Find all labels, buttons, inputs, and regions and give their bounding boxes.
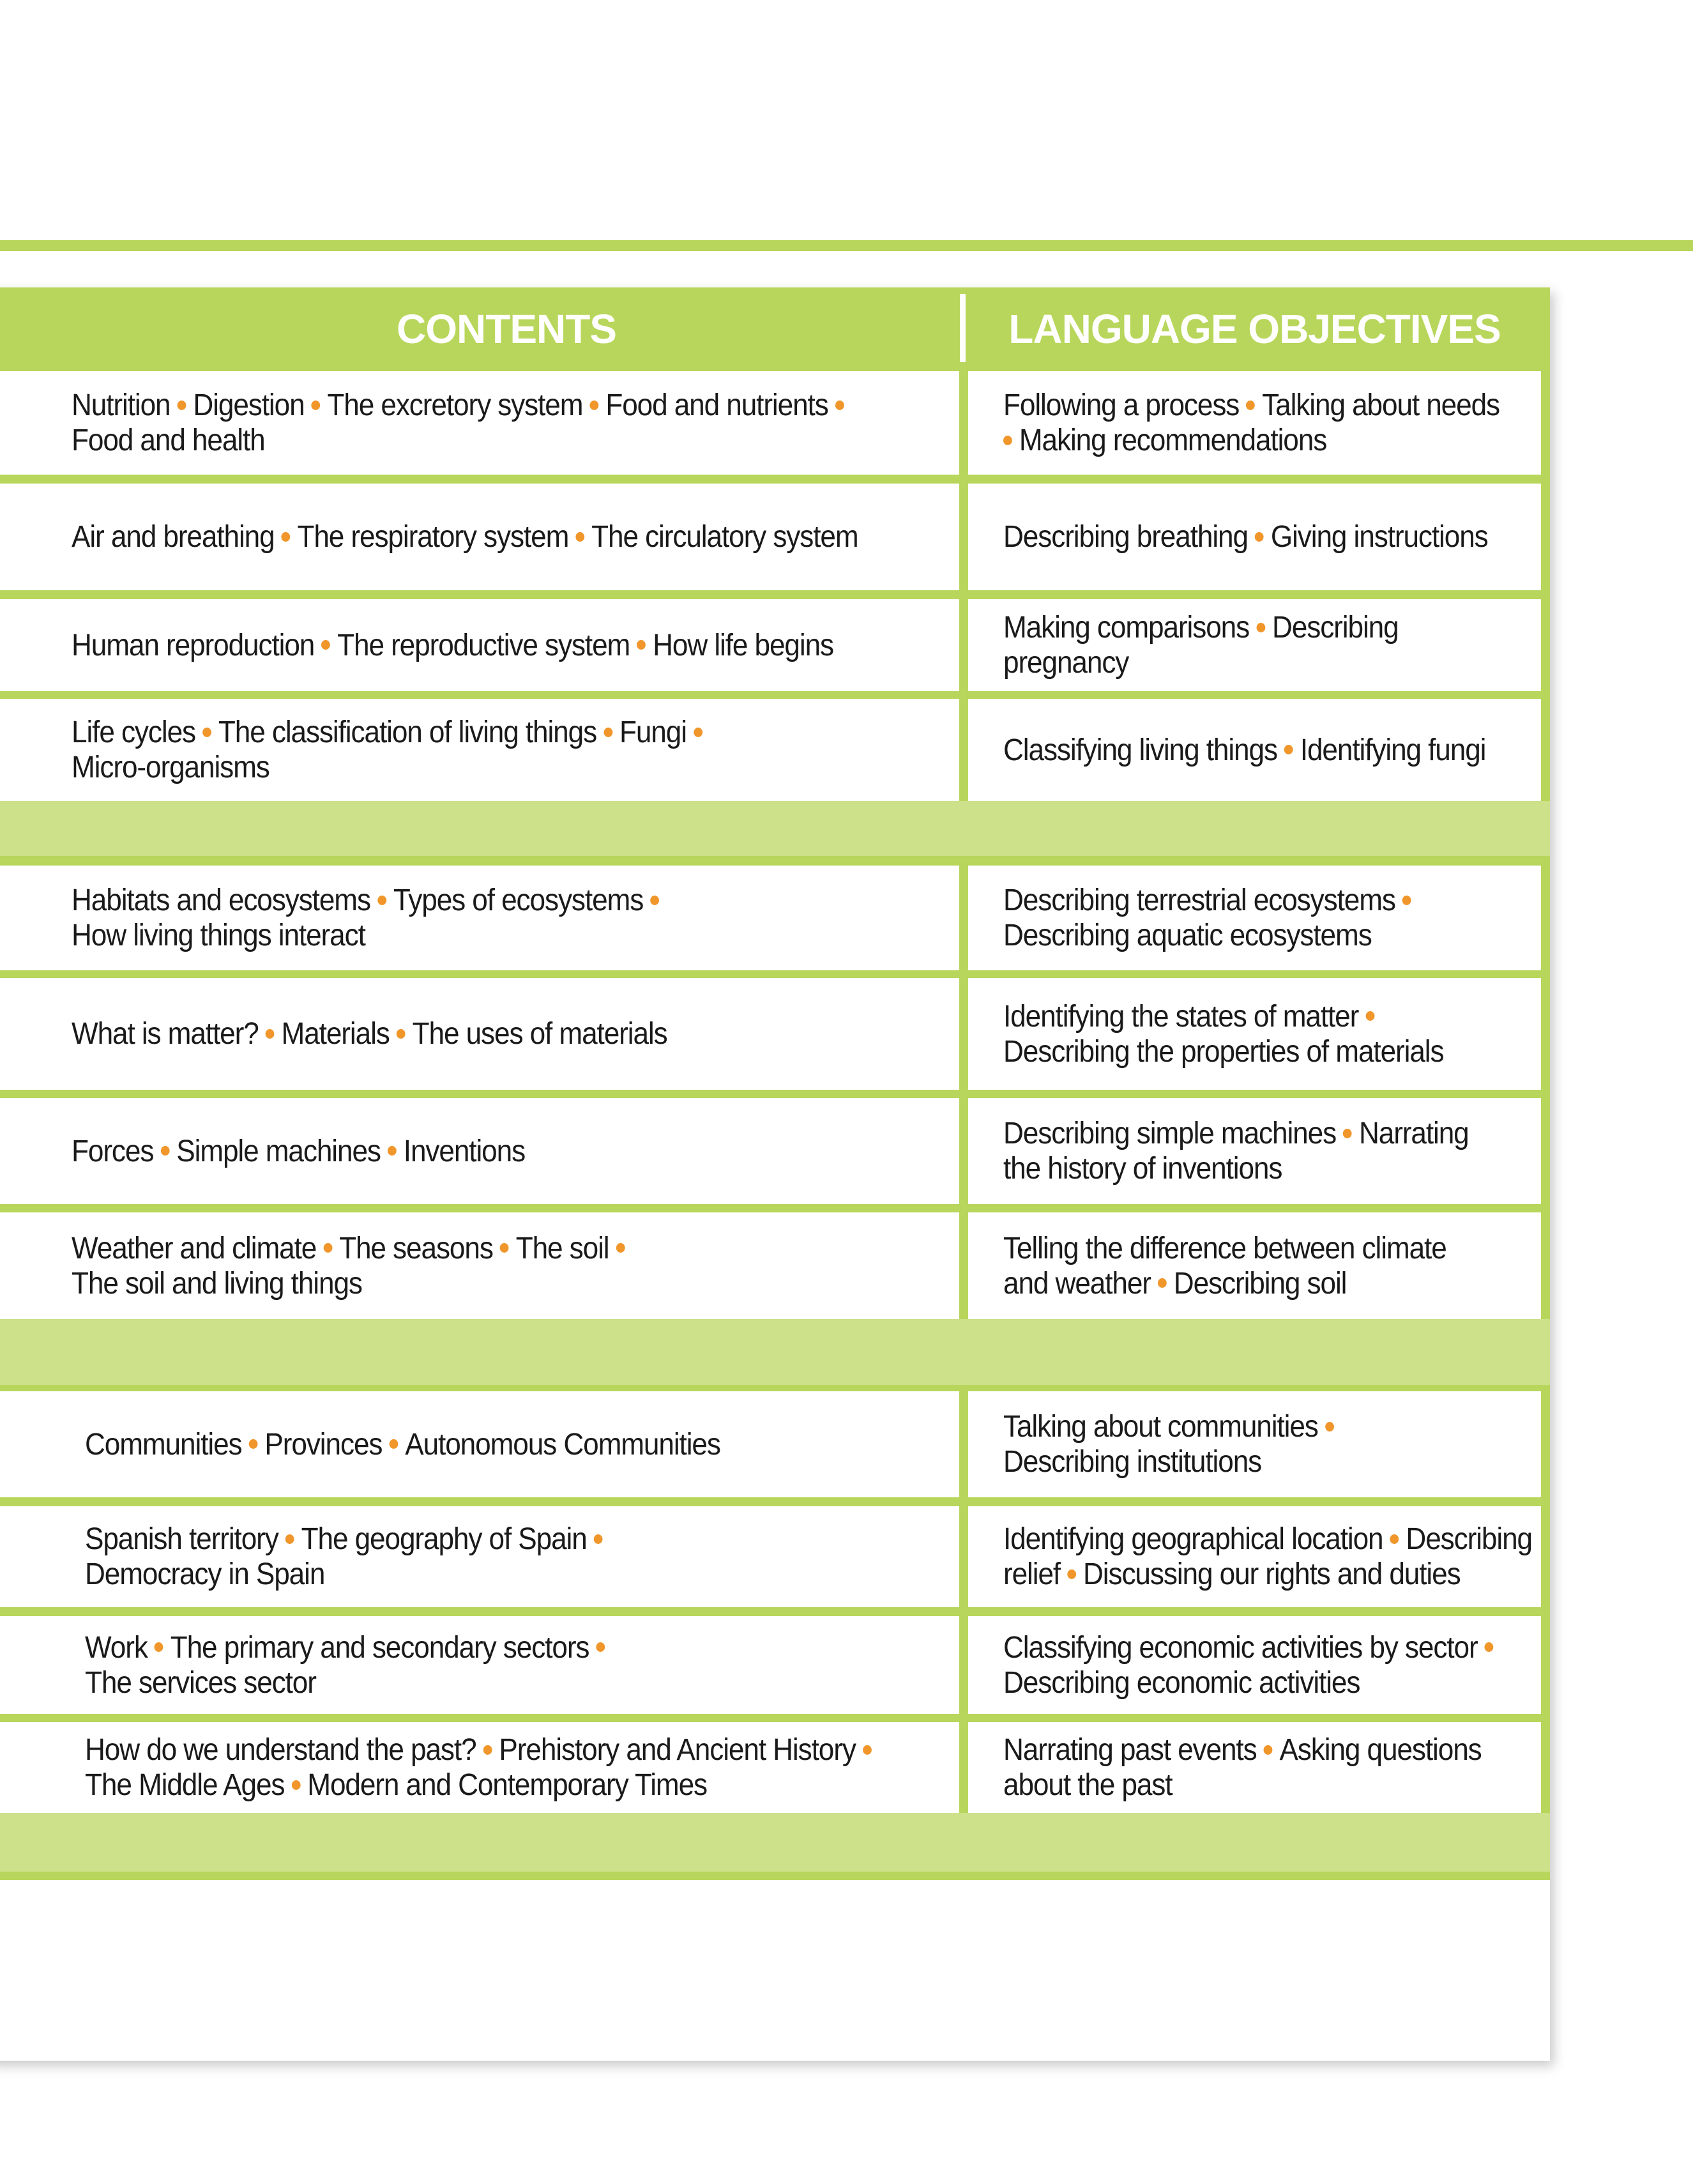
bullet-dot-icon: [389, 1439, 398, 1449]
topic-item: Forces: [72, 1134, 154, 1168]
topic-item: The primary and secondary sectors: [170, 1630, 589, 1665]
topic-item: Food and health: [72, 424, 265, 457]
cell-line: [85, 1665, 889, 1700]
topic-item: Identifying fungi: [1300, 733, 1486, 767]
section-band: [0, 801, 1550, 856]
header-language-objectives: LANGUAGE OBJECTIVES: [1008, 306, 1501, 352]
topic-item: Classifying living things: [1003, 733, 1277, 767]
topic-item: Communities: [85, 1427, 242, 1462]
topic-item: The reproductive system: [337, 628, 630, 662]
topic-item: Weather and climate: [72, 1231, 317, 1265]
topic-item: The Middle Ages: [85, 1768, 285, 1802]
bullet-dot-icon: [604, 728, 612, 737]
cell-line: [72, 628, 888, 663]
topic-item: Democracy in Spain: [85, 1557, 325, 1591]
bullet-dot-icon: [863, 1745, 872, 1755]
column-divider: [959, 690, 968, 810]
header-column-divider: [960, 294, 966, 368]
column-divider: [959, 362, 968, 484]
bullet-dot-icon: [1284, 745, 1293, 754]
contents-cell: [85, 1722, 959, 1813]
column-divider: [959, 590, 968, 700]
cell-line: [72, 1266, 888, 1301]
topic-item: Air and breathing: [72, 520, 275, 554]
topic-item: Describing: [1272, 611, 1399, 645]
topic-item: Talking about communities: [1003, 1410, 1318, 1444]
row-separator: [0, 590, 1550, 599]
topic-item: Describing aquatic ecosystems: [1003, 919, 1372, 952]
cell-line: [1003, 1630, 1498, 1665]
topic-item: Describing: [1406, 1522, 1532, 1556]
bullet-dot-icon: [291, 1780, 300, 1790]
bullet-dot-icon: [694, 728, 702, 737]
topic-item: Following a process: [1003, 388, 1240, 422]
topic-item: Autonomous Communities: [405, 1427, 720, 1462]
topic-item: The excretory system: [327, 388, 583, 422]
contents-cell: [72, 1098, 959, 1204]
cell-line: [72, 918, 888, 953]
bullet-dot-icon: [1325, 1422, 1334, 1432]
cell-line: [85, 1522, 889, 1557]
bullet-dot-icon: [312, 401, 321, 410]
cell-line: [85, 1630, 889, 1665]
column-divider: [959, 1497, 968, 1616]
section-band: [0, 1319, 1550, 1385]
topic-item: Narrating: [1358, 1117, 1469, 1150]
topic-item: relief: [1003, 1557, 1061, 1591]
topic-item: Types of ecosystems: [393, 883, 644, 917]
topic-item: Fungi: [619, 715, 687, 749]
bullet-dot-icon: [285, 1534, 294, 1544]
cell-line: [72, 1134, 888, 1169]
bullet-dot-icon: [637, 640, 646, 650]
topic-item: Making comparisons: [1003, 611, 1250, 645]
topic-item: Food and nutrients: [605, 388, 828, 422]
cell-line: [1003, 1034, 1498, 1069]
cell-line: [1003, 1732, 1498, 1768]
topic-item: The respiratory system: [297, 520, 569, 554]
topic-item: Inventions: [403, 1134, 526, 1168]
bullet-dot-icon: [483, 1745, 492, 1755]
topic-item: The circulatory system: [591, 520, 858, 554]
cell-line: [1003, 645, 1498, 680]
cell-line: [85, 1732, 889, 1768]
bullet-dot-icon: [575, 532, 584, 542]
cell-line: [1003, 1151, 1498, 1186]
contents-cell: [72, 866, 959, 970]
cell-line: [72, 519, 888, 554]
cell-line: [72, 715, 888, 750]
objectives-cell: [1003, 699, 1541, 801]
cell-line: [1003, 1231, 1498, 1266]
row-separator: [0, 475, 1550, 484]
row-separator: [0, 1204, 1550, 1212]
cell-line: [1003, 1116, 1498, 1151]
topic-item: The seasons: [339, 1231, 493, 1265]
topic-item: The soil: [515, 1231, 609, 1265]
topic-item: Work: [85, 1630, 148, 1665]
cell-line: [1003, 1665, 1498, 1700]
topic-item: Describing terrestrial ecosystems: [1003, 883, 1395, 917]
section-band-rule: [0, 1385, 1550, 1391]
cell-line: [1003, 1557, 1498, 1592]
topic-item: The classification of living things: [218, 715, 597, 749]
bullet-dot-icon: [377, 896, 386, 905]
header-contents: CONTENTS: [397, 306, 616, 352]
topic-item: Talking about needs: [1262, 388, 1500, 422]
bullet-dot-icon: [1255, 532, 1264, 542]
bullet-dot-icon: [1365, 1011, 1374, 1021]
bullet-dot-icon: [155, 1642, 163, 1652]
contents-cell: [72, 699, 959, 801]
contents-cell: [85, 1616, 959, 1714]
section-band: [0, 1813, 1550, 1872]
objectives-cell: [1003, 1506, 1541, 1607]
bullet-dot-icon: [1003, 436, 1012, 445]
topic-item: What is matter?: [72, 1017, 259, 1051]
cell-line: [1003, 388, 1498, 423]
cell-line: [72, 388, 888, 423]
bullet-dot-icon: [650, 896, 659, 905]
topic-item: Provinces: [264, 1427, 383, 1462]
row-separator: [0, 1090, 1550, 1098]
top-green-rule: [0, 240, 1693, 251]
topic-item: Simple machines: [176, 1134, 381, 1168]
contents-cell: [72, 371, 959, 475]
bullet-dot-icon: [1264, 1745, 1273, 1755]
topic-item: Narrating past events: [1003, 1733, 1257, 1767]
cell-line: [1003, 519, 1498, 554]
contents-cell: [85, 1391, 959, 1497]
topic-item: How life begins: [653, 628, 834, 662]
objectives-cell: [1003, 371, 1541, 475]
objectives-cell: [1003, 599, 1541, 691]
topic-item: Asking questions: [1279, 1733, 1482, 1767]
bullet-dot-icon: [500, 1243, 509, 1253]
objectives-cell: [1003, 1212, 1541, 1319]
topic-item: Telling the difference between climate: [1003, 1231, 1446, 1265]
bullet-dot-icon: [1246, 401, 1255, 410]
cell-line: [72, 883, 888, 918]
topic-item: How do we understand the past?: [85, 1733, 476, 1767]
topic-item: Modern and Contemporary Times: [307, 1768, 708, 1802]
topic-item: Describing institutions: [1003, 1445, 1262, 1479]
topic-item: Micro-organisms: [72, 751, 270, 784]
column-divider: [959, 857, 968, 979]
bullet-dot-icon: [202, 728, 211, 737]
contents-cell: [85, 1506, 959, 1607]
topic-item: Human reproduction: [72, 628, 315, 662]
cell-line: [1003, 1768, 1498, 1803]
row-separator: [0, 970, 1550, 978]
bullet-dot-icon: [1485, 1642, 1494, 1652]
topic-item: and weather: [1003, 1266, 1151, 1301]
bullet-dot-icon: [1343, 1129, 1352, 1138]
cell-line: [1003, 999, 1498, 1034]
topic-item: The services sector: [85, 1665, 316, 1700]
cell-line: [72, 1016, 888, 1051]
bullet-dot-icon: [1158, 1278, 1167, 1288]
topic-item: Nutrition: [72, 388, 171, 422]
column-divider: [959, 475, 968, 599]
objectives-cell: [1003, 866, 1541, 970]
objectives-cell: [1003, 1616, 1541, 1714]
topic-item: Spanish territory: [85, 1522, 278, 1556]
bullet-dot-icon: [1390, 1534, 1399, 1544]
topic-item: The uses of materials: [412, 1017, 667, 1051]
bullet-dot-icon: [835, 401, 844, 410]
bullet-dot-icon: [589, 401, 598, 410]
bullet-dot-icon: [178, 401, 186, 410]
bullet-dot-icon: [282, 532, 291, 542]
topic-item: The soil and living things: [72, 1266, 362, 1301]
topic-item: about the past: [1003, 1768, 1173, 1802]
bullet-dot-icon: [160, 1146, 169, 1156]
topic-item: Describing breathing: [1003, 520, 1248, 554]
contents-cell: [72, 484, 959, 590]
cell-line: [72, 750, 888, 785]
topic-item: the history of inventions: [1003, 1152, 1282, 1186]
bullet-dot-icon: [1402, 896, 1411, 905]
objectives-cell: [1003, 1722, 1541, 1813]
contents-cell: [72, 599, 959, 691]
objectives-cell: [1003, 978, 1541, 1090]
column-divider: [959, 969, 968, 1099]
column-divider: [959, 1713, 968, 1822]
column-divider: [959, 1607, 968, 1723]
cell-line: [85, 1557, 889, 1592]
cell-line: [85, 1768, 889, 1803]
column-divider: [959, 1089, 968, 1213]
topic-item: Making recommendations: [1019, 424, 1327, 457]
topic-item: Giving instructions: [1270, 520, 1488, 554]
column-divider: [959, 1203, 968, 1328]
topic-item: Describing the properties of materials: [1003, 1034, 1444, 1069]
topic-item: How living things interact: [72, 919, 365, 952]
section-band-rule: [0, 856, 1550, 866]
bullet-dot-icon: [616, 1243, 625, 1253]
bullet-dot-icon: [266, 1029, 275, 1039]
contents-cell: [72, 978, 959, 1090]
cell-line: [1003, 1409, 1498, 1444]
row-separator: [0, 1497, 1550, 1506]
bullet-dot-icon: [1067, 1569, 1076, 1579]
cell-line: [85, 1427, 889, 1462]
section-band-rule: [0, 1872, 1550, 1880]
bullet-dot-icon: [596, 1642, 605, 1652]
column-divider: [959, 1382, 968, 1506]
topic-item: pregnancy: [1003, 646, 1129, 680]
objectives-cell: [1003, 484, 1541, 590]
cell-line: [1003, 1266, 1498, 1301]
topic-item: Life cycles: [72, 715, 196, 749]
cell-line: [1003, 918, 1498, 953]
row-separator: [0, 691, 1550, 699]
bullet-dot-icon: [594, 1534, 603, 1544]
cell-line: [1003, 733, 1498, 768]
bullet-dot-icon: [249, 1439, 258, 1449]
bullet-dot-icon: [388, 1146, 397, 1156]
cell-line: [1003, 610, 1498, 645]
topic-item: Classifying economic activities by sector: [1003, 1630, 1478, 1665]
topic-item: Describing soil: [1173, 1266, 1347, 1301]
cell-line: [1003, 1444, 1498, 1479]
topic-item: Materials: [281, 1017, 390, 1051]
cell-line: [1003, 883, 1498, 918]
bullet-dot-icon: [397, 1029, 406, 1039]
bullet-dot-icon: [321, 640, 330, 650]
cell-line: [72, 423, 888, 458]
topic-item: Describing economic activities: [1003, 1665, 1360, 1700]
topic-item: Habitats and ecosystems: [72, 883, 370, 917]
cell-line: [1003, 1522, 1532, 1557]
topic-item: Prehistory and Ancient History: [499, 1733, 856, 1767]
cell-line: [1003, 423, 1498, 458]
row-separator: [0, 1607, 1550, 1616]
topic-item: Discussing our rights and duties: [1082, 1557, 1461, 1591]
topic-item: Identifying geographical location: [1003, 1522, 1383, 1556]
bullet-dot-icon: [323, 1243, 332, 1253]
topic-item: Describing simple machines: [1003, 1117, 1337, 1150]
objectives-cell: [1003, 1098, 1541, 1204]
bullet-dot-icon: [1256, 623, 1265, 632]
objectives-cell: [1003, 1391, 1541, 1497]
topic-item: Digestion: [193, 388, 305, 422]
row-separator: [0, 1714, 1550, 1722]
topic-item: Identifying the states of matter: [1003, 999, 1359, 1034]
cell-line: [72, 1231, 888, 1266]
topic-item: The geography of Spain: [301, 1522, 587, 1556]
contents-cell: [72, 1212, 959, 1319]
